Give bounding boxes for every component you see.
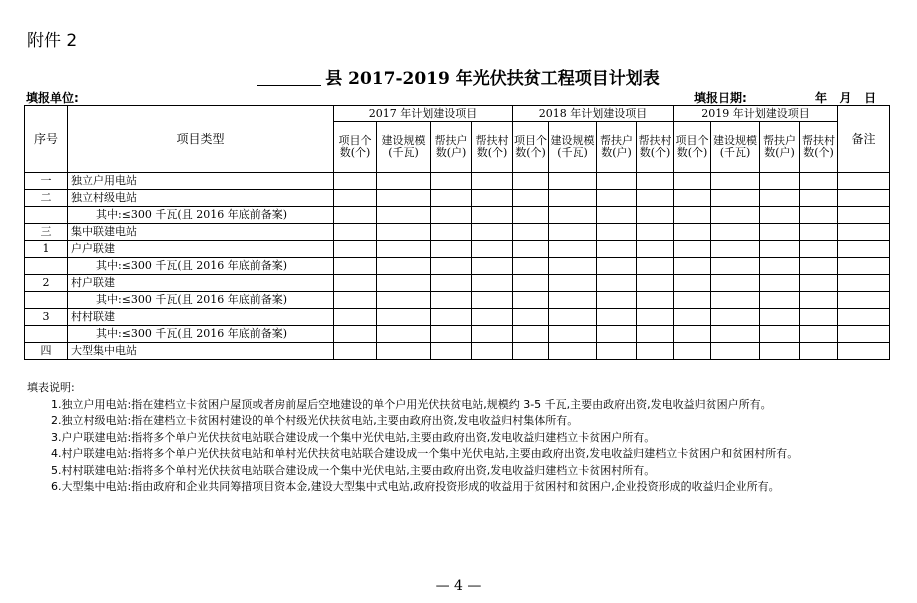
instruction-item: 3.户户联建电站:指将多个单户光伏扶贫电站联合建设成一个集中光伏电站,主要由政府出资,发电收益归建档立卡贫困户所有。 <box>51 430 656 444</box>
header-remark: 备注 <box>838 106 890 173</box>
data-cell[interactable] <box>597 241 637 258</box>
data-cell[interactable] <box>674 224 711 241</box>
data-cell[interactable] <box>674 207 711 224</box>
row-type: 其中:≤300 千瓦(且 2016 年底前备案) <box>68 258 334 275</box>
table-row <box>25 207 890 224</box>
data-cell[interactable] <box>674 173 711 190</box>
data-cell[interactable] <box>334 173 377 190</box>
data-cell[interactable] <box>334 190 377 207</box>
data-cell[interactable] <box>597 190 637 207</box>
data-cell[interactable] <box>597 326 637 343</box>
fill-date-label: 填报日期: <box>694 91 747 105</box>
row-no: 一 <box>25 173 68 190</box>
header-year-2017: 2017 年计划建设项目 <box>334 106 513 122</box>
data-cell[interactable] <box>838 292 890 309</box>
data-cell[interactable] <box>838 207 890 224</box>
header-year-2019: 2019 年计划建设项目 <box>674 106 838 122</box>
row-no: 3 <box>25 309 68 326</box>
data-cell[interactable] <box>711 258 760 275</box>
subheader-aid-villages: 帮扶村数(个) <box>637 122 674 173</box>
subheader-aid-villages: 帮扶村数(个) <box>472 122 513 173</box>
data-cell[interactable] <box>597 343 637 360</box>
data-cell[interactable] <box>800 326 838 343</box>
row-no: 二 <box>25 190 68 207</box>
data-cell[interactable] <box>637 292 674 309</box>
data-cell[interactable] <box>838 190 890 207</box>
data-cell[interactable] <box>431 207 472 224</box>
data-cell[interactable] <box>513 292 549 309</box>
row-type: 其中:≤300 千瓦(且 2016 年底前备案) <box>68 326 334 343</box>
fill-instructions <box>27 380 893 496</box>
table-row <box>25 309 890 326</box>
row-no: 1 <box>25 241 68 258</box>
data-cell[interactable] <box>597 309 637 326</box>
data-cell[interactable] <box>838 173 890 190</box>
data-cell[interactable] <box>431 343 472 360</box>
subheader-build-scale: 建设规模(千瓦) <box>549 122 597 173</box>
data-cell[interactable] <box>838 326 890 343</box>
table-row <box>25 224 890 241</box>
data-cell[interactable] <box>637 224 674 241</box>
data-cell[interactable] <box>334 326 377 343</box>
instruction-item: 6.大型集中电站:指由政府和企业共同筹措项目资本金,建设大型集中式电站,政府投资形成的收益用于贫困村和贫困户,企业投资形成的收益归企业所有。 <box>51 480 780 493</box>
document-title <box>0 64 917 89</box>
data-cell[interactable] <box>472 258 513 275</box>
data-cell[interactable] <box>800 224 838 241</box>
data-cell[interactable] <box>597 292 637 309</box>
subheader-aid-households: 帮扶户数(户) <box>431 122 472 173</box>
row-no: 三 <box>25 224 68 241</box>
row-type: 其中:≤300 千瓦(且 2016 年底前备案) <box>68 292 334 309</box>
data-cell[interactable] <box>760 173 800 190</box>
instruction-item: 4.村户联建电站:指将多个单户光伏扶贫电站和单村光伏扶贫电站联合建设成一个集中光伏电站,主要由政府出资,发电收益归建档立卡贫困户和贫困村所有。 <box>51 447 799 460</box>
data-cell[interactable] <box>760 275 800 292</box>
instruction-item: 2.独立村级电站:指在建档立卡贫困村建设的单个村级光伏扶贫电站,主要由政府出资,发电收益归村集体所有。 <box>51 414 579 427</box>
data-cell[interactable] <box>472 309 513 326</box>
subheader-aid-households: 帮扶户数(户) <box>597 122 637 173</box>
header-year-2018: 2018 年计划建设项目 <box>513 106 674 122</box>
data-cell[interactable] <box>431 326 472 343</box>
data-cell[interactable] <box>800 292 838 309</box>
data-cell[interactable] <box>711 343 760 360</box>
data-cell[interactable] <box>637 207 674 224</box>
data-cell[interactable] <box>637 309 674 326</box>
data-cell[interactable] <box>711 173 760 190</box>
data-cell[interactable] <box>334 224 377 241</box>
data-cell[interactable] <box>674 190 711 207</box>
data-cell[interactable] <box>760 241 800 258</box>
subheader-aid-households: 帮扶户数(户) <box>760 122 800 173</box>
table-row <box>25 173 890 190</box>
data-cell[interactable] <box>431 224 472 241</box>
data-cell[interactable] <box>637 190 674 207</box>
data-cell[interactable] <box>549 343 597 360</box>
row-no <box>25 292 68 309</box>
data-cell[interactable] <box>377 190 431 207</box>
data-cell[interactable] <box>800 309 838 326</box>
data-cell[interactable] <box>334 258 377 275</box>
data-cell[interactable] <box>513 326 549 343</box>
data-cell[interactable] <box>431 292 472 309</box>
instruction-item: 5.村村联建电站:指将多个单村光伏扶贫电站联合建设成一个集中光伏电站,主要由政府出资,发电收益归建档立卡贫困村所有。 <box>51 463 656 477</box>
data-cell[interactable] <box>549 224 597 241</box>
subheader-project-count: 项目个数(个) <box>674 122 711 173</box>
table-row <box>25 343 890 360</box>
row-type: 村村联建 <box>68 309 334 326</box>
data-cell[interactable] <box>838 275 890 292</box>
header-no: 序号 <box>25 106 68 173</box>
data-cell[interactable] <box>472 190 513 207</box>
data-cell[interactable] <box>800 258 838 275</box>
data-cell[interactable] <box>838 224 890 241</box>
subheader-project-count: 项目个数(个) <box>334 122 377 173</box>
data-cell[interactable] <box>472 224 513 241</box>
data-cell[interactable] <box>472 241 513 258</box>
data-cell[interactable] <box>472 207 513 224</box>
row-type: 其中:≤300 千瓦(且 2016 年底前备案) <box>68 207 334 224</box>
data-cell[interactable] <box>513 309 549 326</box>
data-cell[interactable] <box>431 309 472 326</box>
table-row <box>25 275 890 292</box>
data-cell[interactable] <box>674 309 711 326</box>
data-cell[interactable] <box>711 241 760 258</box>
instructions-heading: 填表说明: <box>27 381 75 394</box>
table-row <box>25 292 890 309</box>
data-cell[interactable] <box>597 207 637 224</box>
data-cell[interactable] <box>637 258 674 275</box>
data-cell[interactable] <box>377 292 431 309</box>
data-cell[interactable] <box>674 275 711 292</box>
data-cell[interactable] <box>513 224 549 241</box>
subheader-build-scale: 建设规模(千瓦) <box>711 122 760 173</box>
table-row <box>25 190 890 207</box>
data-cell[interactable] <box>711 190 760 207</box>
data-cell[interactable] <box>472 343 513 360</box>
data-cell[interactable] <box>549 275 597 292</box>
data-cell[interactable] <box>760 258 800 275</box>
data-cell[interactable] <box>597 275 637 292</box>
data-cell[interactable] <box>513 190 549 207</box>
row-no: 2 <box>25 275 68 292</box>
data-cell[interactable] <box>472 275 513 292</box>
data-cell[interactable] <box>549 292 597 309</box>
data-cell[interactable] <box>431 173 472 190</box>
data-cell[interactable] <box>334 241 377 258</box>
data-cell[interactable] <box>513 258 549 275</box>
data-cell[interactable] <box>637 343 674 360</box>
table-row <box>25 241 890 258</box>
data-cell[interactable] <box>334 309 377 326</box>
data-cell[interactable] <box>711 275 760 292</box>
subheader-aid-villages: 帮扶村数(个) <box>800 122 838 173</box>
data-cell[interactable] <box>513 343 549 360</box>
table-row <box>25 326 890 343</box>
data-cell[interactable] <box>513 173 549 190</box>
attachment-label: 附件 2 <box>27 31 78 51</box>
data-cell[interactable] <box>800 343 838 360</box>
data-cell[interactable] <box>760 326 800 343</box>
data-cell[interactable] <box>513 275 549 292</box>
data-cell[interactable] <box>513 207 549 224</box>
data-cell[interactable] <box>637 326 674 343</box>
data-cell[interactable] <box>711 224 760 241</box>
data-cell[interactable] <box>377 207 431 224</box>
data-cell[interactable] <box>800 241 838 258</box>
data-cell[interactable] <box>800 207 838 224</box>
data-cell[interactable] <box>674 326 711 343</box>
data-cell[interactable] <box>549 258 597 275</box>
data-cell[interactable] <box>549 173 597 190</box>
data-cell[interactable] <box>513 241 549 258</box>
row-type: 集中联建电站 <box>68 224 334 241</box>
row-no <box>25 258 68 275</box>
project-plan-table <box>24 105 890 360</box>
data-cell[interactable] <box>800 190 838 207</box>
data-cell[interactable] <box>549 241 597 258</box>
data-cell[interactable] <box>431 190 472 207</box>
data-cell[interactable] <box>838 309 890 326</box>
data-cell[interactable] <box>472 173 513 190</box>
data-cell[interactable] <box>597 224 637 241</box>
row-no <box>25 207 68 224</box>
data-cell[interactable] <box>760 224 800 241</box>
data-cell[interactable] <box>334 275 377 292</box>
row-type: 大型集中电站 <box>68 343 334 360</box>
subheader-project-count: 项目个数(个) <box>513 122 549 173</box>
data-cell[interactable] <box>472 326 513 343</box>
data-cell[interactable] <box>334 292 377 309</box>
row-no: 四 <box>25 343 68 360</box>
data-cell[interactable] <box>549 326 597 343</box>
data-cell[interactable] <box>637 241 674 258</box>
data-cell[interactable] <box>597 173 637 190</box>
data-cell[interactable] <box>800 173 838 190</box>
data-cell[interactable] <box>377 275 431 292</box>
data-cell[interactable] <box>760 343 800 360</box>
data-cell[interactable] <box>472 292 513 309</box>
instruction-item: 1.独立户用电站:指在建档立卡贫困户屋顶或者房前屋后空地建设的单个户用光伏扶贫电站,规模约 3-5 千瓦,主要由政府出资,发电收益归贫困户所有。 <box>51 397 772 411</box>
data-cell[interactable] <box>637 173 674 190</box>
subheader-build-scale: 建设规模(千瓦) <box>377 122 431 173</box>
row-type: 村户联建 <box>68 275 334 292</box>
data-cell[interactable] <box>674 258 711 275</box>
data-cell[interactable] <box>377 258 431 275</box>
data-cell[interactable] <box>431 241 472 258</box>
data-cell[interactable] <box>800 275 838 292</box>
data-cell[interactable] <box>377 224 431 241</box>
data-cell[interactable] <box>334 343 377 360</box>
data-cell[interactable] <box>377 343 431 360</box>
row-no <box>25 326 68 343</box>
data-cell[interactable] <box>377 173 431 190</box>
data-cell[interactable] <box>838 258 890 275</box>
data-cell[interactable] <box>760 292 800 309</box>
county-name-blank[interactable] <box>257 69 321 86</box>
data-cell[interactable] <box>549 309 597 326</box>
data-cell[interactable] <box>334 207 377 224</box>
data-cell[interactable] <box>838 241 890 258</box>
data-cell[interactable] <box>377 326 431 343</box>
data-cell[interactable] <box>637 275 674 292</box>
row-type: 独立村级电站 <box>68 190 334 207</box>
data-cell[interactable] <box>431 258 472 275</box>
table-row <box>25 258 890 275</box>
data-cell[interactable] <box>760 207 800 224</box>
data-cell[interactable] <box>431 275 472 292</box>
data-cell[interactable] <box>674 241 711 258</box>
data-cell[interactable] <box>377 241 431 258</box>
title-text: 县 2017-2019 年光伏扶贫工程项目计划表 <box>325 69 660 89</box>
data-cell[interactable] <box>674 343 711 360</box>
data-cell[interactable] <box>711 207 760 224</box>
header-type: 项目类型 <box>68 106 334 173</box>
data-cell[interactable] <box>838 343 890 360</box>
row-type: 独立户用电站 <box>68 173 334 190</box>
data-cell[interactable] <box>711 292 760 309</box>
fill-date-ymd: 年 月 日 <box>815 91 877 105</box>
table-body <box>25 173 890 360</box>
data-cell[interactable] <box>549 190 597 207</box>
data-cell[interactable] <box>549 207 597 224</box>
data-cell[interactable] <box>674 292 711 309</box>
data-cell[interactable] <box>760 190 800 207</box>
data-cell[interactable] <box>711 309 760 326</box>
row-type: 户户联建 <box>68 241 334 258</box>
page-number: — 4 — <box>435 578 482 594</box>
data-cell[interactable] <box>711 326 760 343</box>
data-cell[interactable] <box>377 309 431 326</box>
fill-unit-label: 填报单位: <box>26 91 79 105</box>
data-cell[interactable] <box>760 309 800 326</box>
data-cell[interactable] <box>597 258 637 275</box>
